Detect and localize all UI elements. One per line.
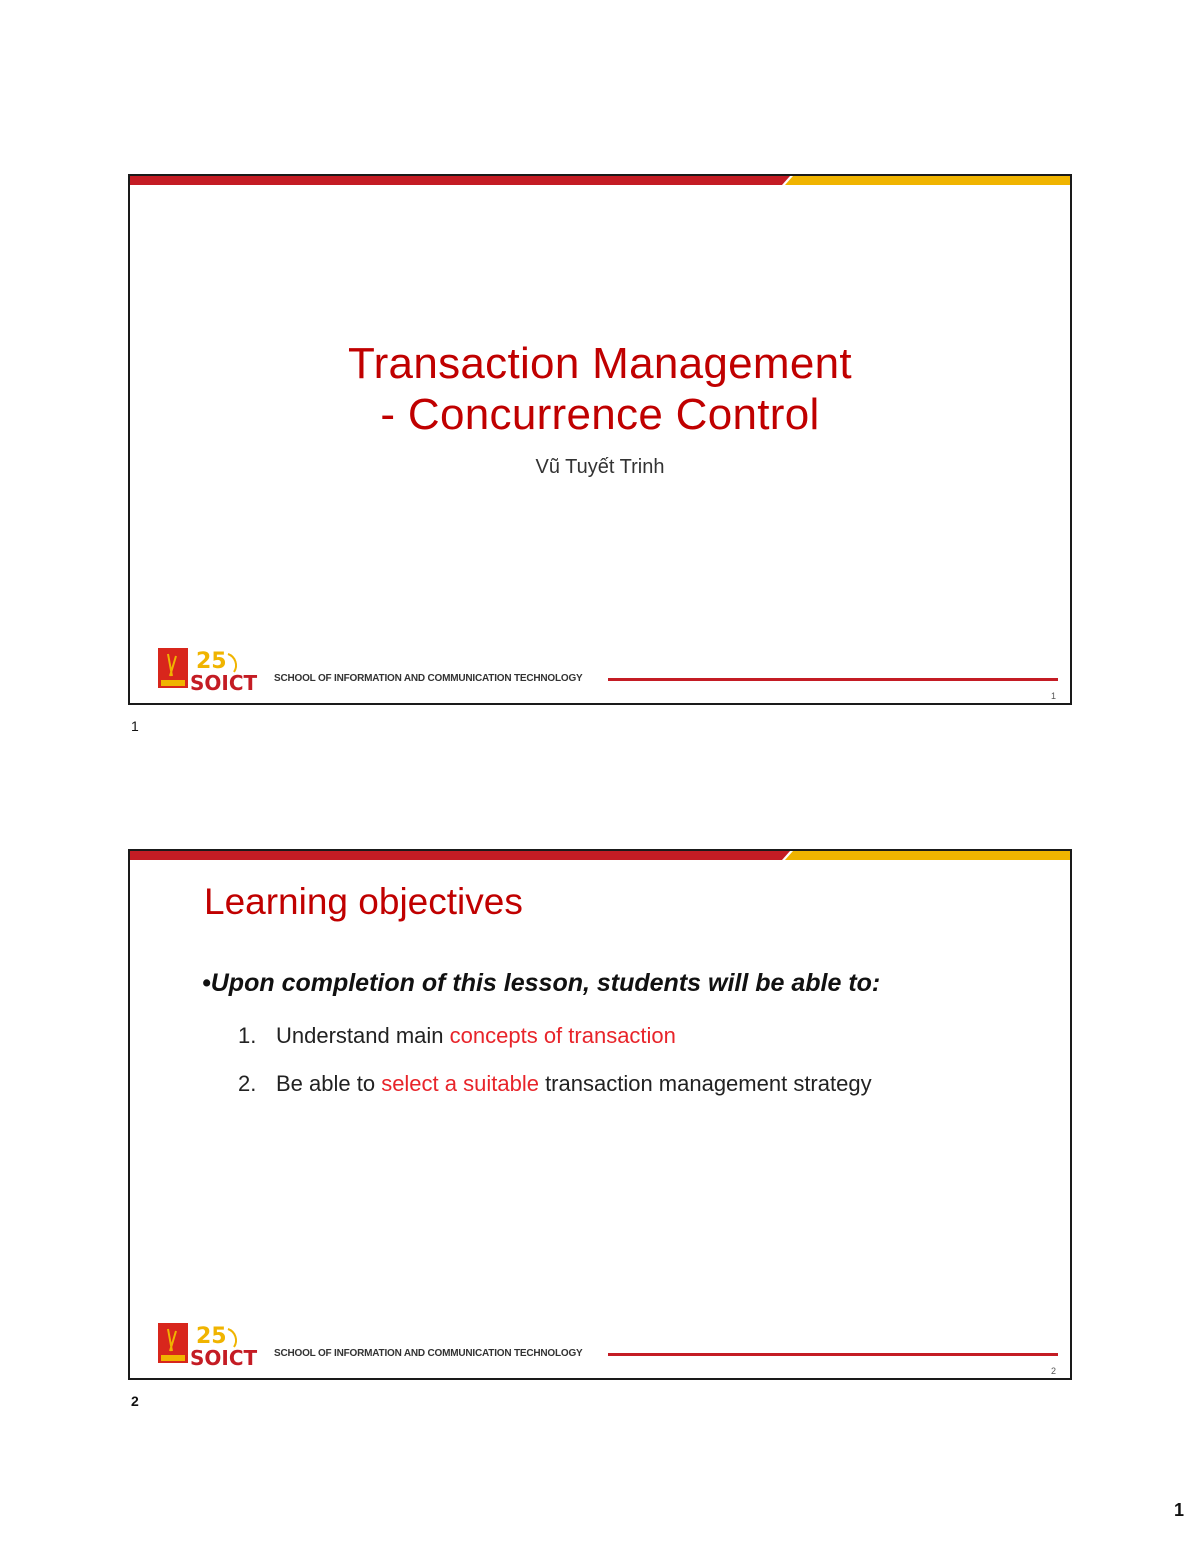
objective-number: 1. [238, 1023, 257, 1048]
slide-footer [158, 1321, 1058, 1371]
slide-title-line-1: Transaction Management [348, 339, 852, 388]
handout-label-2: 2 [131, 1393, 139, 1409]
svg-text:25: 25 [196, 649, 227, 674]
svg-text:SOICT: SOICT [190, 671, 258, 695]
footer-rule [608, 678, 1058, 681]
slide-top-bar [130, 176, 1070, 186]
svg-text:SOICT: SOICT [190, 1346, 258, 1370]
slide-1 [128, 174, 1072, 705]
document-page-number: 1 [1173, 1500, 1184, 1520]
objective-text: Understand main [276, 1023, 450, 1048]
objective-highlight: concepts of transaction [449, 1023, 676, 1048]
slide-number: 2 [1050, 1366, 1056, 1376]
objective-text-tail: transaction management strategy [538, 1071, 872, 1096]
objective-item [238, 1071, 872, 1097]
footer-school-name: SCHOOL OF INFORMATION AND COMMUNICATION TECHNOLOGY [274, 1348, 583, 1359]
footer-school-name: SCHOOL OF INFORMATION AND COMMUNICATION TECHNOLOGY [274, 673, 583, 684]
objective-item [238, 1023, 676, 1049]
slide-footer [158, 646, 1058, 696]
handout-label-1: 1 [131, 718, 139, 734]
footer-rule [608, 1353, 1058, 1356]
svg-text:25: 25 [196, 1324, 227, 1349]
soict-logo [158, 646, 268, 696]
objective-text: Be able to [276, 1071, 382, 1096]
slide-heading: Learning objectives [204, 881, 523, 922]
objective-highlight: select a suitable [381, 1071, 539, 1096]
objectives-lead: •Upon completion of this lesson, students will be able to: [202, 969, 881, 997]
soict-logo [158, 1321, 268, 1371]
slide-author: Vũ Tuyết Trinh [535, 456, 665, 478]
slide-top-bar [130, 851, 1070, 861]
slide-2 [128, 849, 1072, 1380]
objective-number: 2. [238, 1071, 257, 1096]
slide-title-line-2: - Concurrence Control [380, 390, 820, 439]
slide-number: 1 [1050, 691, 1056, 701]
